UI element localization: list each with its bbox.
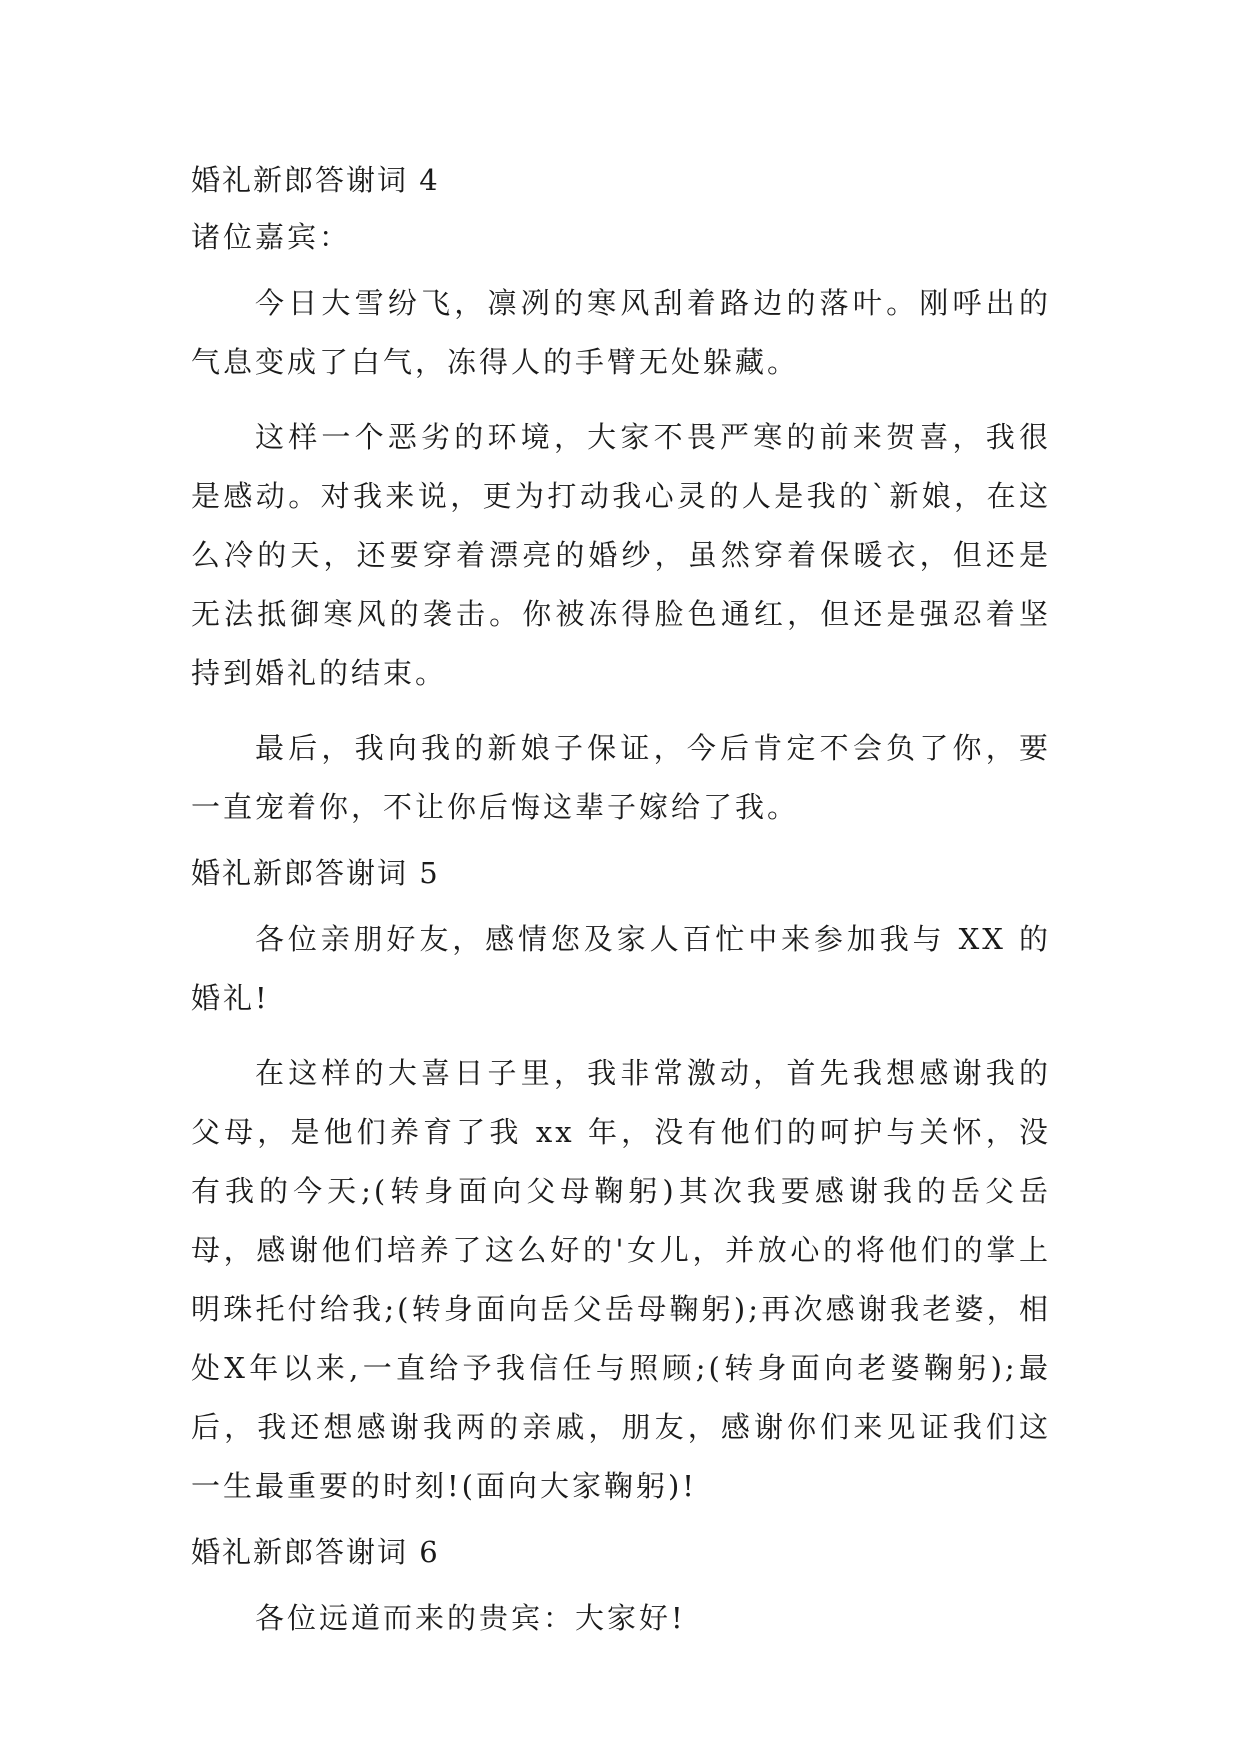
- document-body: [191, 152, 1051, 1656]
- paragraph: 各位远道而来的贵宾：大家好!: [255, 1601, 686, 1635]
- paragraph: 今日大雪纷飞，凛冽的寒风刮着路边的落叶。刚呼出的气息变成了白气，冻得人的手臂无处躲藏。: [191, 286, 1051, 379]
- section-heading: 婚礼新郎答谢词 5: [191, 856, 440, 890]
- section-heading: 婚礼新郎答谢词 4: [191, 163, 440, 197]
- salutation: 诸位嘉宾：: [191, 220, 352, 254]
- paragraph: 在这样的大喜日子里，我非常激动，首先我想感谢我的父母，是他们养育了我 xx 年，没有他们的呵护与关怀，没有我的今天;(转身面向父母鞠躬)其次我要感谢我的岳父岳母，感谢他们培养了这么好的'女儿，并放心的将他们的掌上明珠托付给我;(转身面向岳父岳母鞠躬);再次感谢我老婆，相处X年以来,一直给予我信任与照顾;(转身面向老婆鞠躬);最后，我还想感谢我两的亲戚，朋友，感谢你们来见证我们这一生最重要的时刻!(面向大家鞠躬)!: [191, 1056, 1051, 1503]
- paragraph: 各位亲朋好友，感情您及家人百忙中来参加我与 XX 的婚礼!: [191, 922, 1051, 1015]
- section-heading: 婚礼新郎答谢词 6: [191, 1535, 440, 1569]
- paragraph: 这样一个恶劣的环境，大家不畏严寒的前来贺喜，我很是感动。对我来说，更为打动我心灵的人是我的`新娘，在这么冷的天，还要穿着漂亮的婚纱，虽然穿着保暖衣，但还是无法抵御寒风的袭击。你被冻得脸色通红，但还是强忍着坚持到婚礼的结束。: [191, 420, 1051, 690]
- paragraph: 最后，我向我的新娘子保证，今后肯定不会负了你，要一直宠着你，不让你后悔这辈子嫁给了我。: [191, 731, 1051, 824]
